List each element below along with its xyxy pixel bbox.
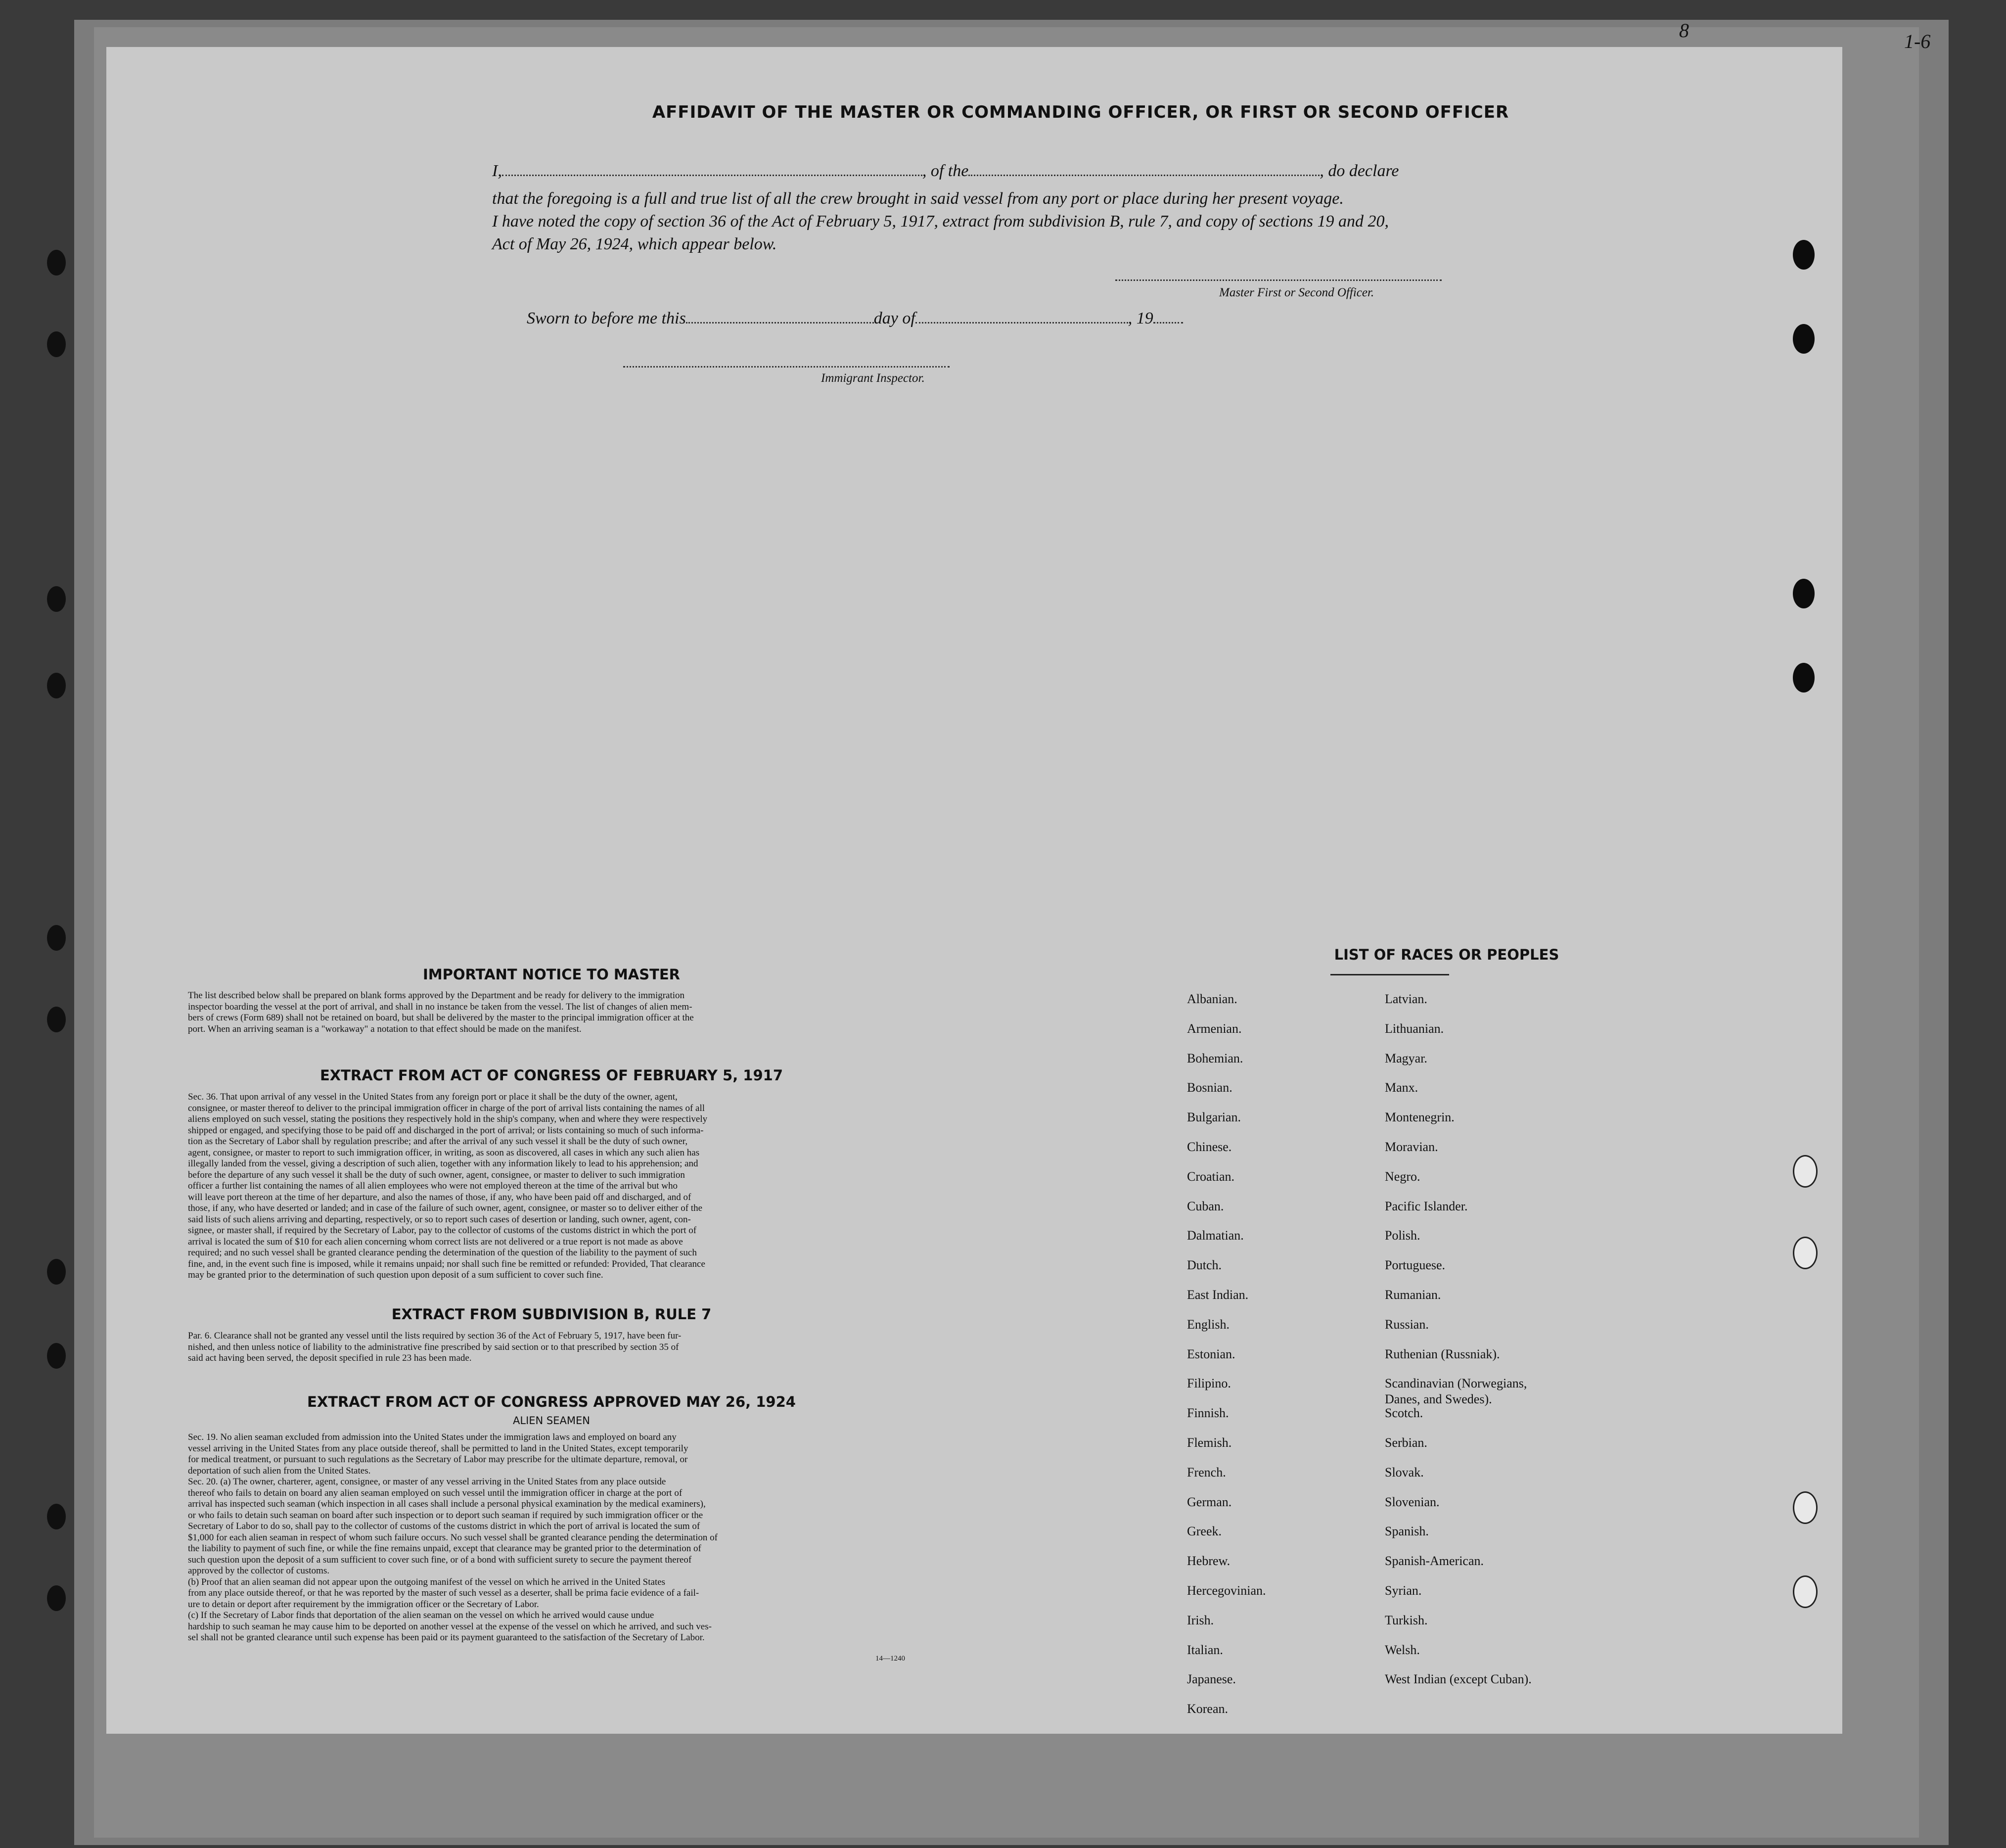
binder-hole: [47, 1007, 66, 1032]
page-number-mark: 8: [1679, 19, 1689, 42]
race-item: Greek.: [1187, 1524, 1222, 1539]
declare-of-the: , of the: [922, 162, 969, 180]
sworn-day-of: day of: [873, 309, 915, 327]
race-item: Moravian.: [1385, 1140, 1438, 1154]
race-item: Japanese.: [1187, 1672, 1236, 1687]
race-item: Serbian.: [1385, 1435, 1427, 1450]
punch-hole: [1793, 1237, 1818, 1269]
vessel-blank[interactable]: [968, 175, 1320, 176]
affidavit-line-3: I have noted the copy of section 36 of the Act of February 5, 1917, extract from subdivision B, rule 7, and copy of sections 19 and 20,: [492, 212, 1389, 231]
extract-line: nished, and then unless notice of liability to the administrative fine prescribed by said section or to that prescribed by section 35 of: [188, 1341, 679, 1352]
extract-line: required; and no such vessel shall be granted clearance pending the determination of the question of the liability to the payment of such: [188, 1247, 697, 1258]
race-item: Pacific Islander.: [1385, 1199, 1468, 1213]
extract-1924-subtitle: ALIEN SEAMEN: [513, 1415, 590, 1427]
extract-line: arrival is located the sum of $10 for each alien concerning whom correct lists are not delivered or a true report is not made as above: [188, 1236, 683, 1247]
race-item: Hebrew.: [1187, 1554, 1231, 1569]
extract-1917-body: [188, 1092, 915, 1281]
extract-line: said act having been served, the deposit specified in rule 23 has been made.: [188, 1353, 472, 1363]
extract-line: arrival has inspected such seaman (which inspection in all cases shall include a personal physical examination by the medical examiners),: [188, 1499, 706, 1509]
binder-hole: [47, 1259, 66, 1285]
extract-line: $1,000 for each alien seaman in respect of whom such failure occurs. No such vessel shall be granted clearance pending the determination of: [188, 1532, 718, 1543]
extract-line: the liability to payment of such fine, or while the fine remains unpaid, except that clearance may be granted prior to the determination of: [188, 1543, 701, 1554]
race-item: Cuban.: [1187, 1199, 1224, 1213]
sworn-line: [527, 309, 1183, 328]
binder-hole: [47, 673, 66, 698]
race-item: Albanian.: [1187, 992, 1237, 1006]
extract-line: said lists of such aliens arriving and departing, respectively, or so to report such cases of desertion or landing, such owner, agent, con-: [188, 1214, 691, 1225]
race-item: Bosnian.: [1187, 1080, 1232, 1095]
race-item: Filipino.: [1187, 1376, 1231, 1391]
race-item: German.: [1187, 1494, 1232, 1509]
race-item: Syrian.: [1385, 1583, 1422, 1598]
extract-line: ure to detain or deport after requirement by the immigration officer or the Secretary of Labor.: [188, 1599, 539, 1610]
sworn-year-blank[interactable]: [1153, 322, 1183, 323]
extract-line: consignee, or master thereof to deliver to the principal immigration officer in charge of the port of arrival lists containing the names of all: [188, 1103, 705, 1113]
extract-line: Sec. 36. That upon arrival of any vessel in the United States from any foreign port or place it shall be the duty of the owner, agent,: [188, 1092, 678, 1102]
race-item: East Indian.: [1187, 1288, 1249, 1302]
race-item: Latvian.: [1385, 992, 1427, 1006]
race-item: Danes, and Swedes).: [1385, 1392, 1492, 1407]
extract-line: will leave port thereon at the time of her departure, and also the names of those, if any, who have been paid off and discharged, and of: [188, 1192, 691, 1202]
binder-hole: [47, 250, 66, 276]
race-item: Slovak.: [1385, 1465, 1424, 1479]
extract-line: agent, consignee, or master to report to such immigration officer, in writing, as soon as discovered, all cases in which any such alien has: [188, 1147, 700, 1158]
race-item: Manx.: [1385, 1080, 1418, 1095]
extract-line: (c) If the Secretary of Labor finds that deportation of the alien seaman on the vessel on which he arrived would cause undue: [188, 1610, 654, 1620]
extract-line: Sec. 20. (a) The owner, charterer, agent, consignee, or master of any vessel arriving in the United States from any place outside: [188, 1477, 666, 1487]
extract-line: approved by the collector of customs.: [188, 1566, 329, 1576]
race-item: French.: [1187, 1465, 1226, 1479]
affidavit-declaration: [492, 162, 1399, 181]
race-item: Russian.: [1385, 1317, 1429, 1332]
extract-line: hardship to such seaman he may cause him to be deported on another vessel at the expense of the vessel on which he arrived, and such ves-: [188, 1621, 712, 1632]
extract-line: Sec. 19. No alien seaman excluded from admission into the United States under the immigration laws and employed on board any: [188, 1432, 677, 1442]
inspector-caption: Immigrant Inspector.: [821, 371, 925, 385]
race-item: Negro.: [1385, 1169, 1420, 1184]
extract-line: for medical treatment, or pursuant to such regulations as the Secretary of Labor may prescribe for the ultimate departure, removal, or: [188, 1454, 688, 1465]
notice-line: bers of crews (Form 689) shall not be retained on board, but shall be delivered by the master to the principal immigration officer at the: [188, 1013, 694, 1023]
binder-hole: [47, 925, 66, 951]
extract-line: tion as the Secretary of Labor shall by regulation prescribe; and after the arrival of any such vessel it shall be the duty of such owner,: [188, 1136, 688, 1147]
master-signature-caption: Master First or Second Officer.: [1219, 286, 1374, 299]
race-item: West Indian (except Cuban).: [1385, 1672, 1532, 1687]
punch-hole: [1793, 1491, 1818, 1524]
notice-line: The list described below shall be prepared on blank forms approved by the Department and be ready for delivery to the immigration: [188, 990, 685, 1001]
punch-hole: [1793, 663, 1815, 693]
race-item: Spanish-American.: [1385, 1554, 1484, 1569]
extract-line: Secretary of Labor to do so, shall pay to the collector of customs of the customs district in which the port of arrival is located the sum of: [188, 1521, 700, 1531]
race-item: Irish.: [1187, 1613, 1214, 1627]
sworn-day-blank[interactable]: [686, 322, 874, 323]
corner-number-mark: 1-6: [1904, 30, 1931, 52]
race-item: Scandinavian (Norwegians,: [1385, 1376, 1527, 1391]
extract-line: shipped or engaged, and specifying those to be paid off and discharged in the port of arrival; or lists containing so much of such informa-: [188, 1125, 704, 1136]
race-item: English.: [1187, 1317, 1230, 1332]
sworn-prefix: Sworn to before me this: [527, 309, 686, 327]
race-item: Dutch.: [1187, 1258, 1222, 1273]
race-item: Dalmatian.: [1187, 1228, 1244, 1243]
extract-1917-title: EXTRACT FROM ACT OF CONGRESS OF FEBRUARY 5, 1917: [319, 1067, 783, 1084]
punch-hole: [1793, 579, 1815, 608]
races-title: LIST OF RACES OR PEOPLES: [1334, 946, 1559, 963]
name-blank[interactable]: [502, 175, 922, 176]
binder-hole: [47, 1343, 66, 1369]
race-item: Chinese.: [1187, 1140, 1232, 1154]
punch-hole: [1793, 240, 1815, 270]
binder-hole: [47, 1504, 66, 1529]
extract-line: deportation of such alien from the United States.: [188, 1465, 371, 1476]
extract-line: Par. 6. Clearance shall not be granted any vessel until the lists required by section 36 of the Act of February 5, 1917, have been fur-: [188, 1331, 682, 1341]
race-item: Bohemian.: [1187, 1051, 1243, 1065]
extract-line: fine, and, in the event such fine is imposed, while it remains unpaid; nor shall such fine be remitted or refunded: Provided, That clearance: [188, 1258, 705, 1269]
notice-title: IMPORTANT NOTICE TO MASTER: [422, 966, 681, 983]
extract-line: may be granted prior to the determination of such question upon deposit of a sum sufficient to cover such fine.: [188, 1270, 603, 1280]
extract-rule7-title: EXTRACT FROM SUBDIVISION B, RULE 7: [391, 1306, 712, 1323]
race-item: Hercegovinian.: [1187, 1583, 1266, 1598]
extract-line: those, if any, who have deserted or landed; and in case of the failure of such owner, agent, consignee, or master so to deliver either of the: [188, 1203, 702, 1213]
punch-hole: [1793, 1155, 1818, 1188]
sworn-year: , 19: [1128, 309, 1153, 327]
race-item: Ruthenian (Russniak).: [1385, 1346, 1500, 1361]
manifest-back-page: [106, 47, 1842, 1734]
binder-hole: [47, 331, 66, 357]
extract-line: vessel arriving in the United States from any place outside thereof, shall be permitted to land in the United States, except temporarily: [188, 1443, 688, 1454]
race-item: Korean.: [1187, 1702, 1229, 1716]
declare-i: I,: [492, 162, 502, 180]
race-item: Spanish.: [1385, 1524, 1429, 1539]
form-number: 14—1240: [875, 1655, 905, 1663]
notice-line: inspector boarding the vessel at the port of arrival, and shall in no instance be taken from the vessel. The list of changes of alien mem-: [188, 1001, 692, 1012]
race-item: Flemish.: [1187, 1435, 1232, 1450]
race-item: Bulgarian.: [1187, 1110, 1241, 1125]
binder-hole: [47, 586, 66, 612]
race-item: Magyar.: [1385, 1051, 1427, 1065]
extract-1924-body: [188, 1432, 915, 1644]
race-item: Estonian.: [1187, 1346, 1235, 1361]
race-item: Scotch.: [1385, 1406, 1423, 1421]
race-item: Portuguese.: [1385, 1258, 1446, 1273]
race-item: Lithuanian.: [1385, 1021, 1444, 1036]
extract-line: aliens employed on such vessel, stating the positions they respectively hold in the ship's company, when and where they were respectively: [188, 1114, 708, 1124]
binder-hole: [47, 1585, 66, 1611]
extract-1924-title: EXTRACT FROM ACT OF CONGRESS APPROVED MAY 26, 1924: [307, 1393, 796, 1410]
master-signature-line[interactable]: [1115, 279, 1442, 281]
declare-end: , do declare: [1320, 162, 1399, 180]
race-item: Polish.: [1385, 1228, 1420, 1243]
extract-line: such question upon the deposit of a sum sufficient to cover such fine, or of a bond with sufficient surety to secure the payment thereof: [188, 1554, 692, 1565]
affidavit-title: AFFIDAVIT OF THE MASTER OR COMMANDING OFFICER, OR FIRST OR SECOND OFFICER: [652, 102, 1509, 122]
notice-line: port. When an arriving seaman is a "workaway" a notation to that effect should be made on the manifest.: [188, 1023, 582, 1034]
race-item: Finnish.: [1187, 1406, 1229, 1421]
extract-rule7-body: [188, 1331, 915, 1364]
extract-line: from any place outside thereof, or that he was reported by the master of such vessel as a deserter, shall be prima facie evidence of a fail-: [188, 1588, 699, 1598]
punch-hole: [1793, 1575, 1818, 1608]
extract-line: signee, or master shall, if required by the Secretary of Labor, pay to the collector of customs of the customs district in which the port of: [188, 1225, 697, 1236]
race-item: Slovenian.: [1385, 1494, 1440, 1509]
race-item: Italian.: [1187, 1642, 1223, 1657]
sworn-month-blank[interactable]: [915, 322, 1128, 323]
inspector-signature-line[interactable]: [623, 366, 950, 368]
affidavit-line-2: that the foregoing is a full and true list of all the crew brought in said vessel from any port or place during her present voyage.: [492, 189, 1344, 208]
affidavit-line-4: Act of May 26, 1924, which appear below.: [492, 235, 777, 253]
extract-line: or who fails to detain such seaman on board after such inspection or to deport such seaman if required by such immigration officer or the: [188, 1510, 703, 1521]
race-item: Armenian.: [1187, 1021, 1242, 1036]
race-item: Montenegrin.: [1385, 1110, 1455, 1125]
punch-hole: [1793, 324, 1815, 354]
extract-line: officer a further list containing the names of all alien employees who were not employed thereon at the time of the arrival but who: [188, 1181, 678, 1191]
extract-line: thereof who fails to detain on board any alien seaman employed on such vessel until the immigration officer in charge at the port of: [188, 1487, 683, 1498]
extract-line: (b) Proof that an alien seaman did not appear upon the outgoing manifest of the vessel on which he arrived in the United States: [188, 1576, 666, 1587]
extract-line: before the departure of any such vessel it shall be the duty of such owner, agent, consignee, or master to deliver to such immigration: [188, 1169, 685, 1180]
extract-line: illegally landed from the vessel, giving a description of such alien, together with any information likely to lead to his apprehension; and: [188, 1158, 698, 1169]
race-item: Croatian.: [1187, 1169, 1235, 1184]
race-item: Welsh.: [1385, 1642, 1420, 1657]
race-item: Rumanian.: [1385, 1288, 1441, 1302]
extract-line: sel shall not be granted clearance until such expense has been paid or its payment guaranteed to the satisfaction of the Secretary of Labor.: [188, 1632, 705, 1643]
race-item: Turkish.: [1385, 1613, 1428, 1627]
notice-body: [188, 990, 915, 1035]
races-title-rule: [1330, 974, 1449, 975]
